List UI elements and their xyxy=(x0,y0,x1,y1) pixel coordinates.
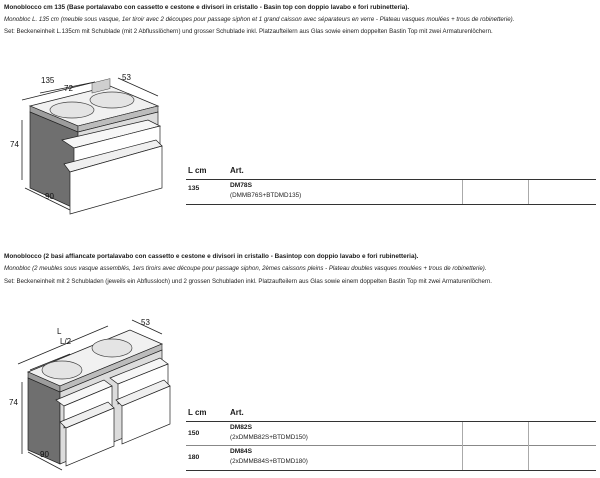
dim-depth: 53 xyxy=(141,318,150,327)
dim-width: L xyxy=(57,327,62,336)
row-article-code: DM84S xyxy=(230,448,252,455)
col-divider xyxy=(528,180,529,204)
col-header-l-cm: L cm xyxy=(188,408,207,417)
row-divider xyxy=(186,445,596,446)
header-divider xyxy=(186,421,596,422)
dim-height: 74 xyxy=(9,398,18,407)
row-divider xyxy=(186,470,596,471)
row-article-composition: (2xDMMB84S+BTDMD180) xyxy=(230,458,308,465)
price-table-1 xyxy=(186,160,596,210)
row-l-value: 150 xyxy=(188,430,200,437)
col-header-art: Art. xyxy=(230,166,244,175)
row-l-value: 180 xyxy=(188,454,200,461)
row-divider xyxy=(186,204,596,205)
price-table-2 xyxy=(186,406,596,472)
dim-width: 135 xyxy=(41,76,55,85)
section-monoblocco-double xyxy=(0,240,600,478)
cabinet-drawing-double xyxy=(0,304,185,474)
section2-french-description: Monobloc (2 meubles sous vasque assemblés, 1ers tiroirs avec découpe pour passage siphon, 2èmes caissons pleins - Plateau doubles vasques moulées + trous de robinetterie). xyxy=(4,265,487,272)
section2-german-description: Set: Beckeneinheit mit 2 Schubladen (jeweils ein Abflussloch) und 2 grossen Schubladen inkl. Platzaufteilern aus Glas sowie einem doppelten Bastin Top mit zwei Armaturenlöchern. xyxy=(4,278,492,285)
col-header-art: Art. xyxy=(230,408,244,417)
cabinet-drawing-135 xyxy=(0,60,180,220)
dim-depth: 53 xyxy=(122,73,131,82)
dim-inner: 72 xyxy=(64,84,73,93)
dim-base-depth: 90 xyxy=(40,450,49,459)
row-article-code: DM82S xyxy=(230,424,252,431)
dim-base-depth: 90 xyxy=(45,192,54,201)
dim-height: 74 xyxy=(10,140,19,149)
row-article-composition: (2xDMMB82S+BTDMD150) xyxy=(230,434,308,441)
section2-title: Monoblocco (2 basi affiancate portalavabo con cassetto e cestone e divisori in cristallo - Basintop con doppio lavabo e fori rubinetteria). xyxy=(4,253,419,260)
col-divider xyxy=(528,422,529,470)
section1-german-description: Set: Beckeneinheit L.135cm mit Schublade (mit 2 Abflusslöchern) und grosser Schublade inkl. Platzaufteilern aus Glas sowie einem doppelten Bastin Top mit zwei Armaturenlöchern. xyxy=(4,28,493,35)
col-header-l-cm: L cm xyxy=(188,166,207,175)
section1-title: Monoblocco cm 135 (Base portalavabo con cassetto e cestone e divisori in cristallo - Basin top con doppio lavabo e fori rubinetteria). xyxy=(4,4,410,11)
row-article-code: DM78S xyxy=(230,182,252,189)
header-divider xyxy=(186,179,596,180)
col-divider xyxy=(462,422,463,470)
col-divider xyxy=(462,180,463,204)
row-l-value: 135 xyxy=(188,185,200,192)
row-article-composition: (DMMB76S+BTDMD135) xyxy=(230,192,302,199)
dim-half-width: L/2 xyxy=(60,337,72,346)
section1-french-description: Monobloc L. 135 cm (meuble sous vasque, 1er tiroir avec 2 découpes pour passage siphon et 1 grand caisson avec séparateurs en verre - Plateau vasques moulées + trous de robinetterie). xyxy=(4,16,515,23)
